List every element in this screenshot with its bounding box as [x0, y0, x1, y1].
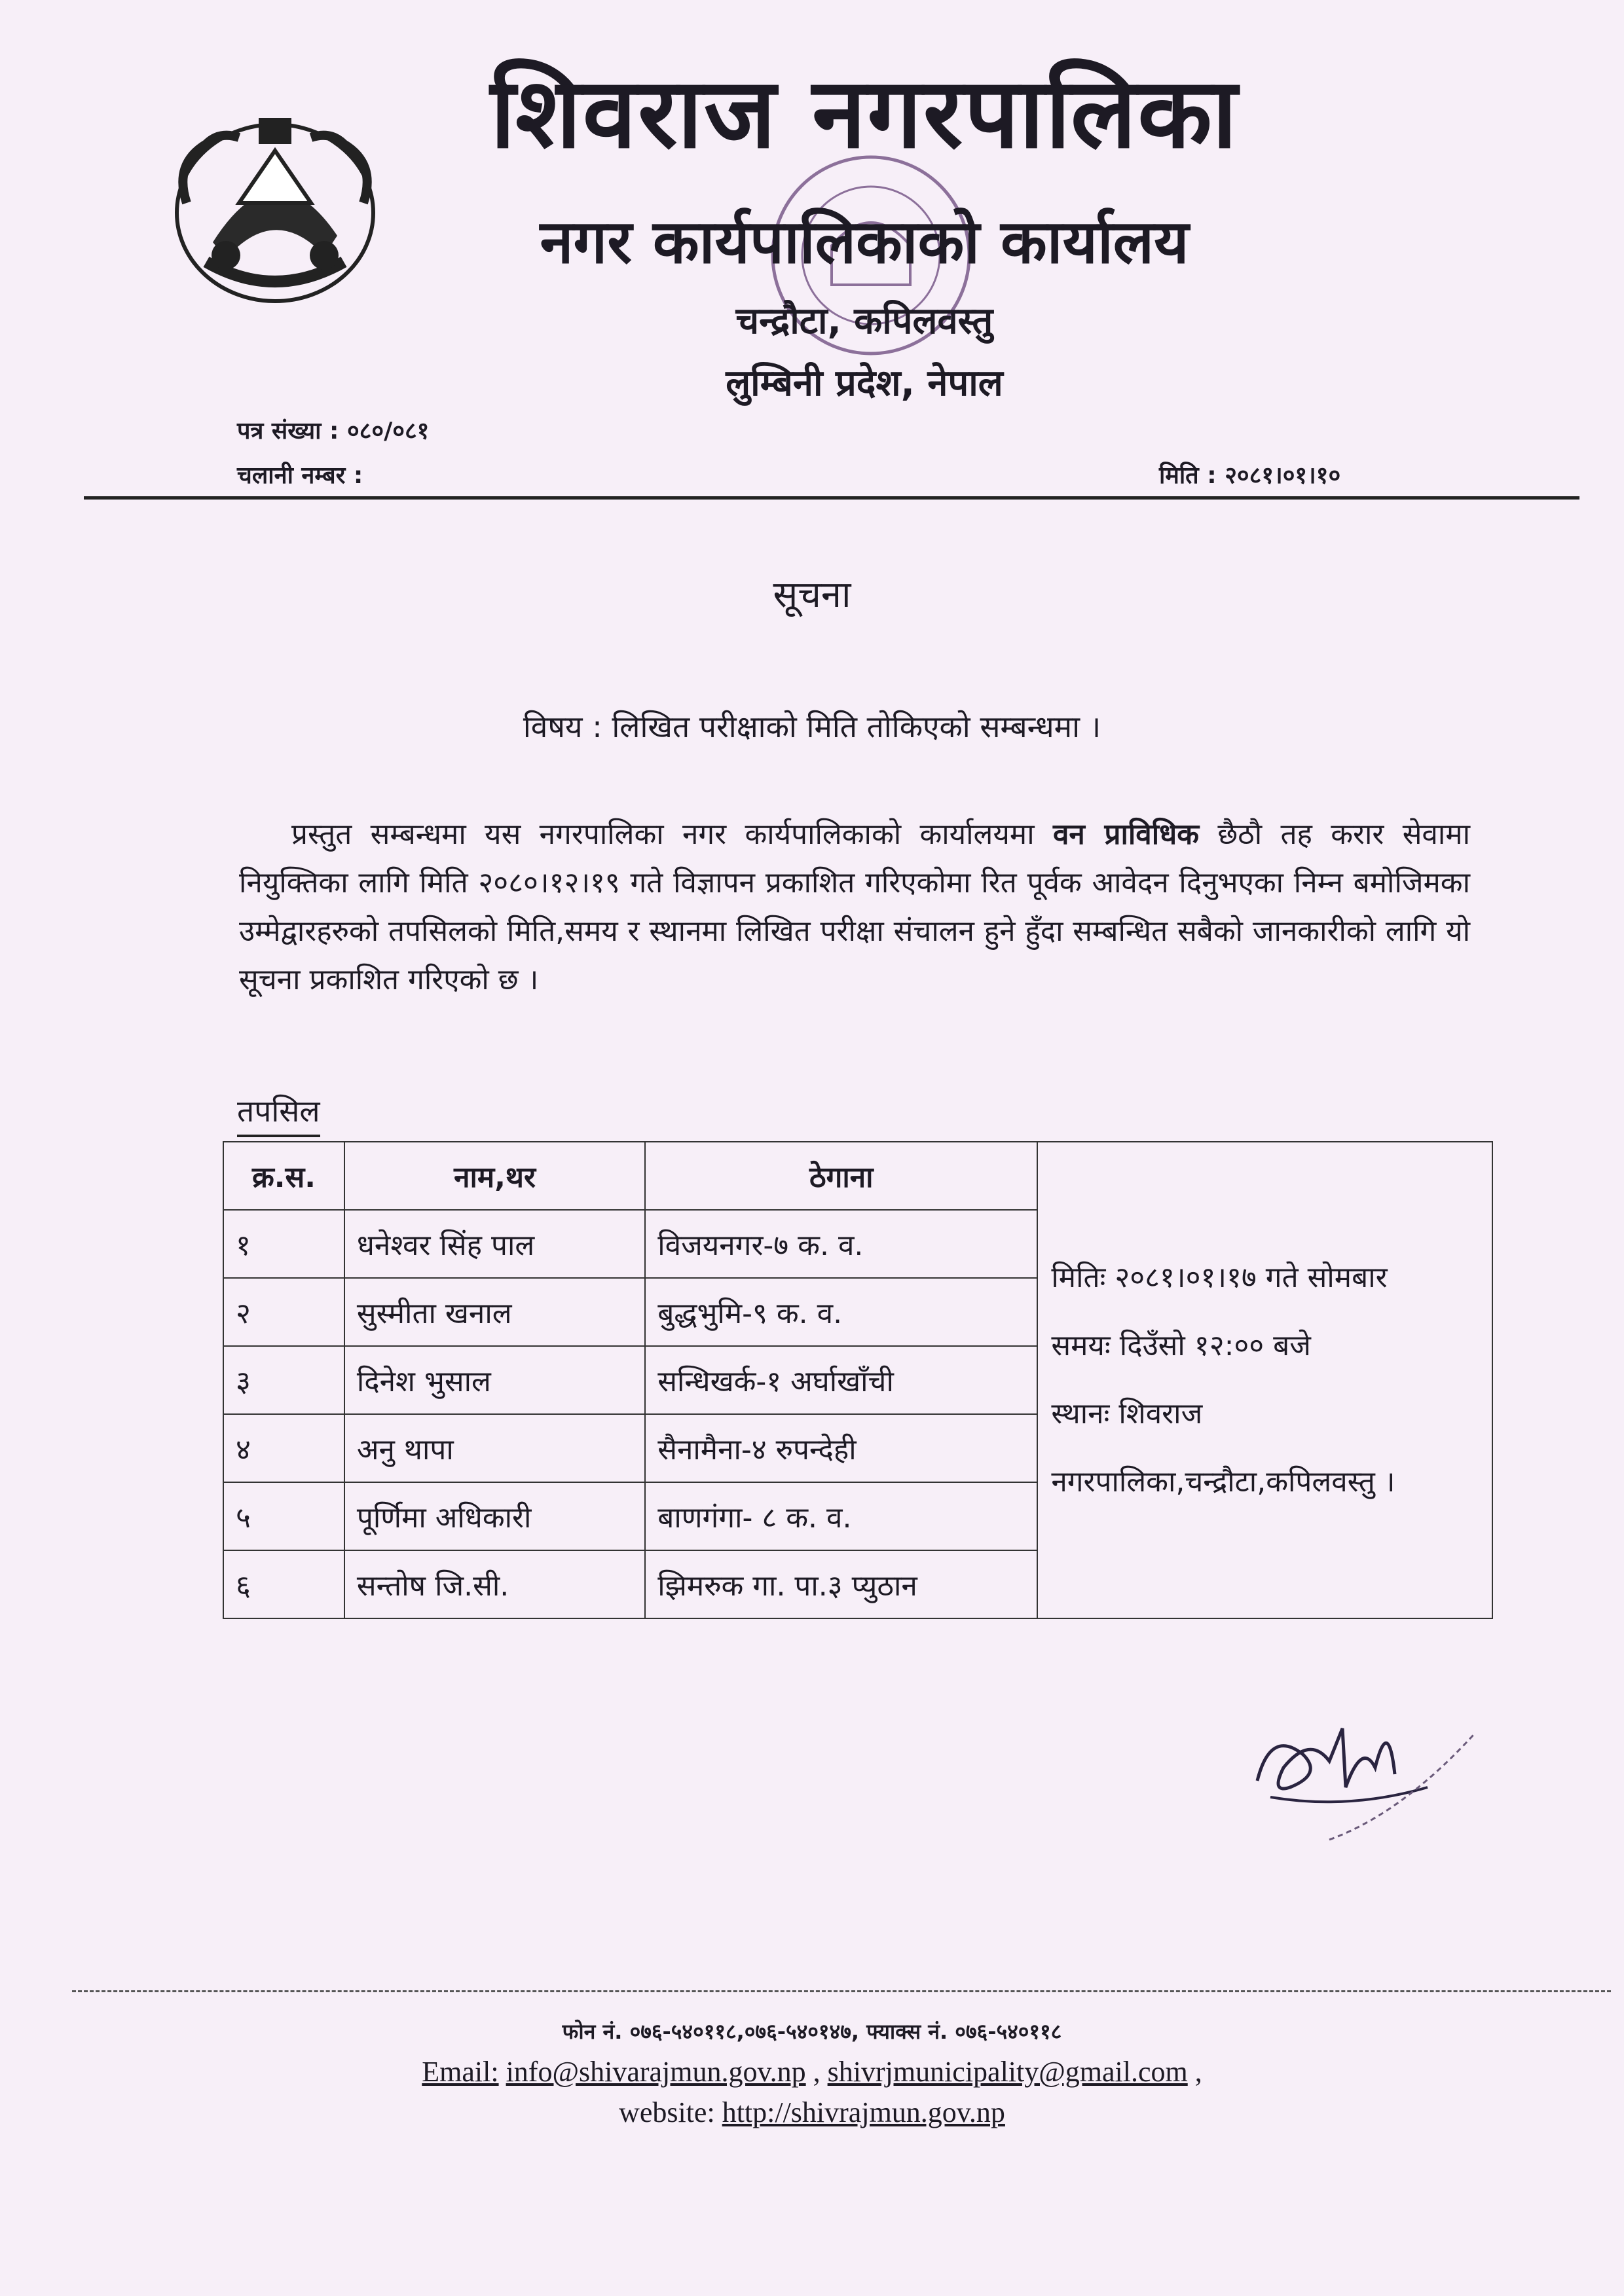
candidate-table	[223, 1141, 1493, 1619]
website-line: website: http://shivrajmun.gov.np	[619, 2096, 1005, 2128]
address-line-1: चन्द्रौटा, कपिलवस्तु	[735, 300, 993, 342]
letter-date: मिति : २०८१।०१।१०	[1159, 462, 1341, 489]
notice-title: सूचना	[773, 574, 851, 616]
website-link[interactable]: http://shivrajmun.gov.np	[722, 2096, 1005, 2128]
column-header: क्र.स.	[223, 1142, 344, 1210]
email-link-2[interactable]: shivrjmunicipality@gmail.com	[827, 2056, 1188, 2088]
exam-venue-cont: नगरपालिका,चन्द्रौटा,कपिलवस्तु ।	[1051, 1465, 1395, 1499]
notice-body: प्रस्तुत सम्बन्धमा यस नगरपालिका नगर कार्यपालिकाको कार्यालयमा वन प्राविधिक छैठौ तह करार सेवामा नियुक्तिका लागि मिति २०८०।१२।१९ गते विज्ञापन प्रकाशित गरिएकोमा रित पूर्वक आवेदन दिनुभएका निम्न बमोजिमका उम्मेद्वारहरुको तपसिलको मिति,समय र स्थानमा लिखित परीक्षा संचालन हुने हुँदा सम्बन्धित सबैको जानकारीको लागि यो सूचना प्रकाशित गरिएको छ ।	[239, 818, 1471, 996]
email-link-1[interactable]: info@shivarajmun.gov.np	[506, 2056, 806, 2088]
column-header: नाम,थर	[344, 1142, 645, 1210]
address-cell: झिमरुक गा. पा.३ प्युठान	[645, 1550, 1037, 1618]
schedule-heading: तपसिल	[237, 1090, 320, 1137]
nepal-emblem-logo	[160, 105, 390, 308]
address-cell: विजयनगर-७ क. व.	[645, 1210, 1037, 1278]
dispatch-number: चलानी नम्बर :	[237, 462, 363, 489]
name-cell: सुस्मीता खनाल	[344, 1278, 645, 1346]
name-cell: धनेश्वर सिंह पाल	[344, 1210, 645, 1278]
serial-cell: ५	[223, 1482, 344, 1550]
address-cell: बाणगंगा- ८ क. व.	[645, 1482, 1037, 1550]
notice-subject: विषय : लिखित परीक्षाको मिति तोकिएको सम्बन्धमा ।	[523, 709, 1101, 744]
name-cell: दिनेश भुसाल	[344, 1346, 645, 1414]
serial-cell: ६	[223, 1550, 344, 1618]
serial-cell: २	[223, 1278, 344, 1346]
exam-date: मितिः २०८१।०१।१७ गते सोमबार	[1051, 1261, 1388, 1294]
address-line-2: लुम्बिनी प्रदेश, नेपाल	[726, 362, 1003, 405]
office-subtitle: नगर कार्यपालिकाको कार्यालय	[540, 207, 1189, 277]
name-cell: पूर्णिमा अधिकारी	[344, 1482, 645, 1550]
serial-cell: ४	[223, 1414, 344, 1482]
address-cell: बुद्धभुमि-९ क. व.	[645, 1278, 1037, 1346]
footer-divider	[72, 1990, 1611, 1992]
phone-fax: फोन नं. ०७६-५४०११८,०७६-५४०१४७, फ्याक्स नं. ०७६-५४०११८	[562, 2019, 1062, 2044]
table-header-row	[223, 1142, 1492, 1210]
exam-schedule-cell	[1037, 1142, 1492, 1618]
address-cell: सैनामैना-४ रुपन्देही	[645, 1414, 1037, 1482]
officer-signature	[1231, 1689, 1493, 1859]
serial-cell: १	[223, 1210, 344, 1278]
letter-number: पत्र संख्या : ०८०/०८१	[237, 418, 430, 445]
address-cell: सन्धिखर्क-१ अर्घाखाँची	[645, 1346, 1037, 1414]
post-name: वन प्राविधिक	[1052, 818, 1200, 851]
header-divider	[84, 496, 1579, 500]
serial-cell: ३	[223, 1346, 344, 1414]
municipality-title: शिवराज नगरपालिका	[490, 57, 1239, 170]
footer-contact	[0, 2011, 1624, 2133]
exam-time: समयः दिउँसो १२:०० बजे	[1051, 1329, 1311, 1362]
column-header: ठेगाना	[645, 1142, 1037, 1210]
email-line: Email: info@shivarajmun.gov.np , shivrjmunicipality@gmail.com ,	[422, 2056, 1202, 2088]
name-cell: अनु थापा	[344, 1414, 645, 1482]
exam-venue: स्थानः शिवराज	[1051, 1397, 1203, 1430]
name-cell: सन्तोष जि.सी.	[344, 1550, 645, 1618]
